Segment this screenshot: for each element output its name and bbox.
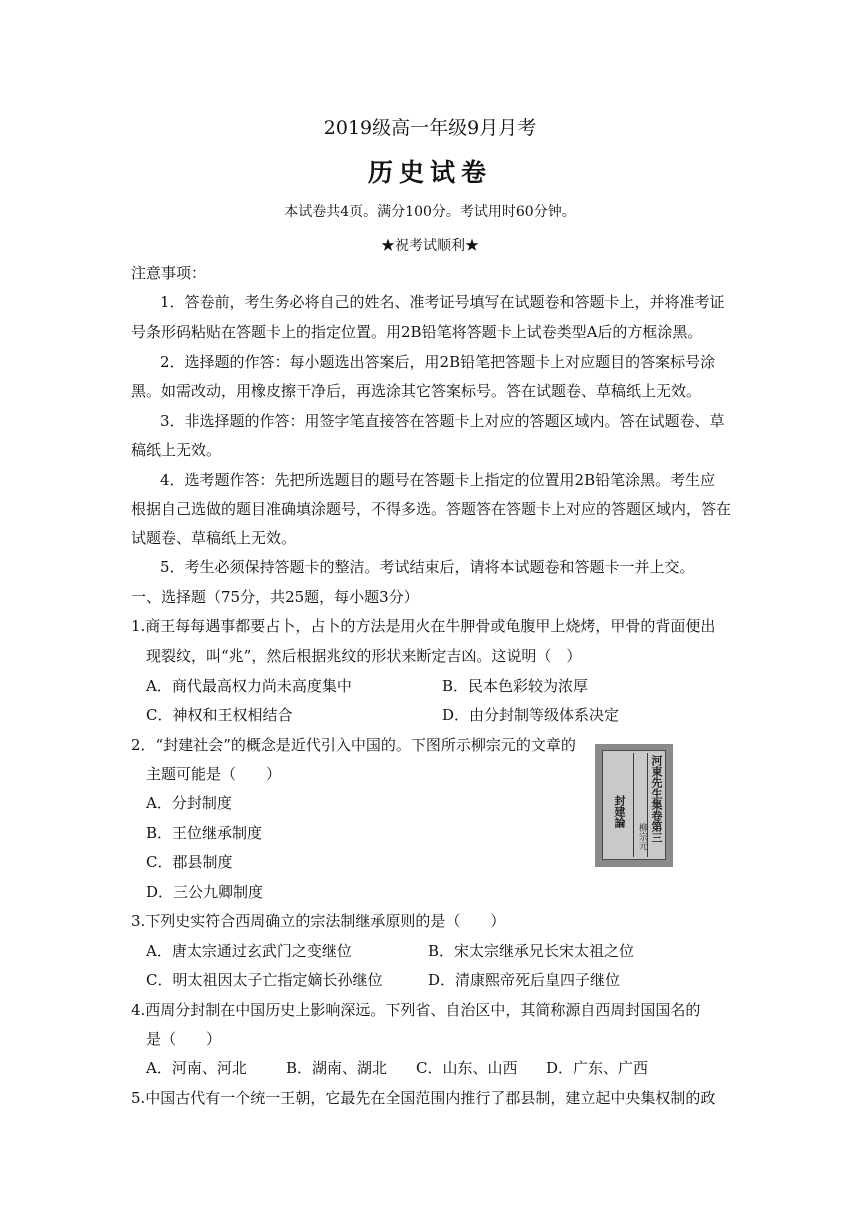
question-1-stem: 1.商王每每遇事都要占卜，占卜的方法是用火在牛胛骨或龟腹甲上烧烤，甲骨的背面便出 <box>131 617 716 635</box>
book-title-page-image <box>595 744 673 867</box>
book-page <box>602 750 666 860</box>
subject-title: 历史试卷 <box>367 158 492 187</box>
column-rule <box>647 753 648 857</box>
note-line: 根据自己选做的题目准确填涂题号，不得多选。答题答在答题卡上对应的答题区域内，答在 <box>131 500 732 518</box>
question-4-option-b: B．湖南、湖北 <box>286 1059 388 1077</box>
column-rule <box>633 753 634 857</box>
note-line: 稿纸上无效。 <box>131 441 222 459</box>
question-1-option-b: B．民本色彩较为浓厚 <box>442 677 589 695</box>
book-collection-title: 河東先生集卷第三 <box>650 755 663 843</box>
note-line: 1．答卷前，考生务必将自己的姓名、准考证号填写在试题卷和答题卡上，并将准考证 <box>160 293 725 311</box>
note-line: 号条形码粘贴在答题卡上的指定位置。用2B铅笔将答题卡上试卷类型A后的方框涂黑。 <box>131 323 703 341</box>
question-2-stem: 2．“封建社会”的概念是近代引入中国的。下图所示柳宗元的文章的 <box>131 736 576 754</box>
author-name: 柳宗元 <box>637 823 647 850</box>
note-line: 试题卷、草稿纸上无效。 <box>131 529 297 547</box>
question-3-option-a: A．唐太宗通过玄武门之变继位 <box>146 942 352 960</box>
question-4-option-c: C．山东、山西 <box>416 1059 518 1077</box>
notes-heading: 注意事项： <box>131 264 207 282</box>
note-line: 2．选择题的作答：每小题选出答案后，用2B铅笔把答题卡上对应题目的答案标号涂 <box>160 353 716 371</box>
question-3-option-b: B．宋太宗继承兄长宋太祖之位 <box>428 942 635 960</box>
question-2-option-c: C．郡县制度 <box>146 853 233 871</box>
question-4-stem-cont: 是（ ） <box>146 1030 222 1048</box>
good-luck-wish: ★祝考试顺利★ <box>381 238 479 254</box>
note-line: 5．考生必须保持答题卡的整洁。考试结束后，请将本试题卷和答题卡一并上交。 <box>160 558 695 576</box>
question-4-stem: 4.西周分封制在中国历史上影响深远。下列省、自治区中，其简称源自西周封国国名的 <box>131 1001 701 1019</box>
question-2-stem-cont: 主题可能是（ ） <box>146 765 282 783</box>
note-line: 4．选考题作答：先把所选题目的题号在答题卡上指定的位置用2B铅笔涂黑。考生应 <box>160 471 716 489</box>
note-line: 黑。如需改动，用橡皮擦干净后，再选涂其它答案标号。答在试题卷、草稿纸上无效。 <box>131 382 702 400</box>
question-4-option-a: A．河南、河北 <box>146 1059 247 1077</box>
question-3-option-d: D．清康熙帝死后皇四子继位 <box>428 971 621 989</box>
question-1-option-a: A．商代最高权力尚未高度集中 <box>146 677 352 695</box>
question-2-option-b: B．王位继承制度 <box>146 824 263 842</box>
essay-title: 封建論 <box>613 795 626 828</box>
question-2-option-a: A．分封制度 <box>146 794 232 812</box>
section-heading: 一、选择题（75分，共25题，每小题3分） <box>131 588 419 606</box>
question-4-option-d: D．广东、广西 <box>546 1059 649 1077</box>
exam-title: 2019级高一年级9月月考 <box>323 117 537 139</box>
question-1-option-d: D．由分封制等级体系决定 <box>442 706 620 724</box>
question-3-stem: 3.下列史实符合西周确立的宗法制继承原则的是（ ） <box>131 912 506 930</box>
question-1-option-c: C．神权和王权相结合 <box>146 706 293 724</box>
question-5-stem: 5.中国古代有一个统一王朝，它最先在全国范围内推行了郡县制，建立起中央集权制的政 <box>131 1089 716 1107</box>
question-1-stem-cont: 现裂纹，叫“兆”，然后根据兆纹的形状来断定吉凶。这说明（ ） <box>146 647 582 665</box>
question-2-option-d: D．三公九卿制度 <box>146 883 264 901</box>
exam-info: 本试卷共4页。满分100分。考试用时60分钟。 <box>284 204 576 220</box>
note-line: 3．非选择题的作答：用签字笔直接答在答题卡上对应的答题区域内。答在试题卷、草 <box>160 412 725 430</box>
question-3-option-c: C．明太祖因太子亡指定嫡长孙继位 <box>146 971 383 989</box>
